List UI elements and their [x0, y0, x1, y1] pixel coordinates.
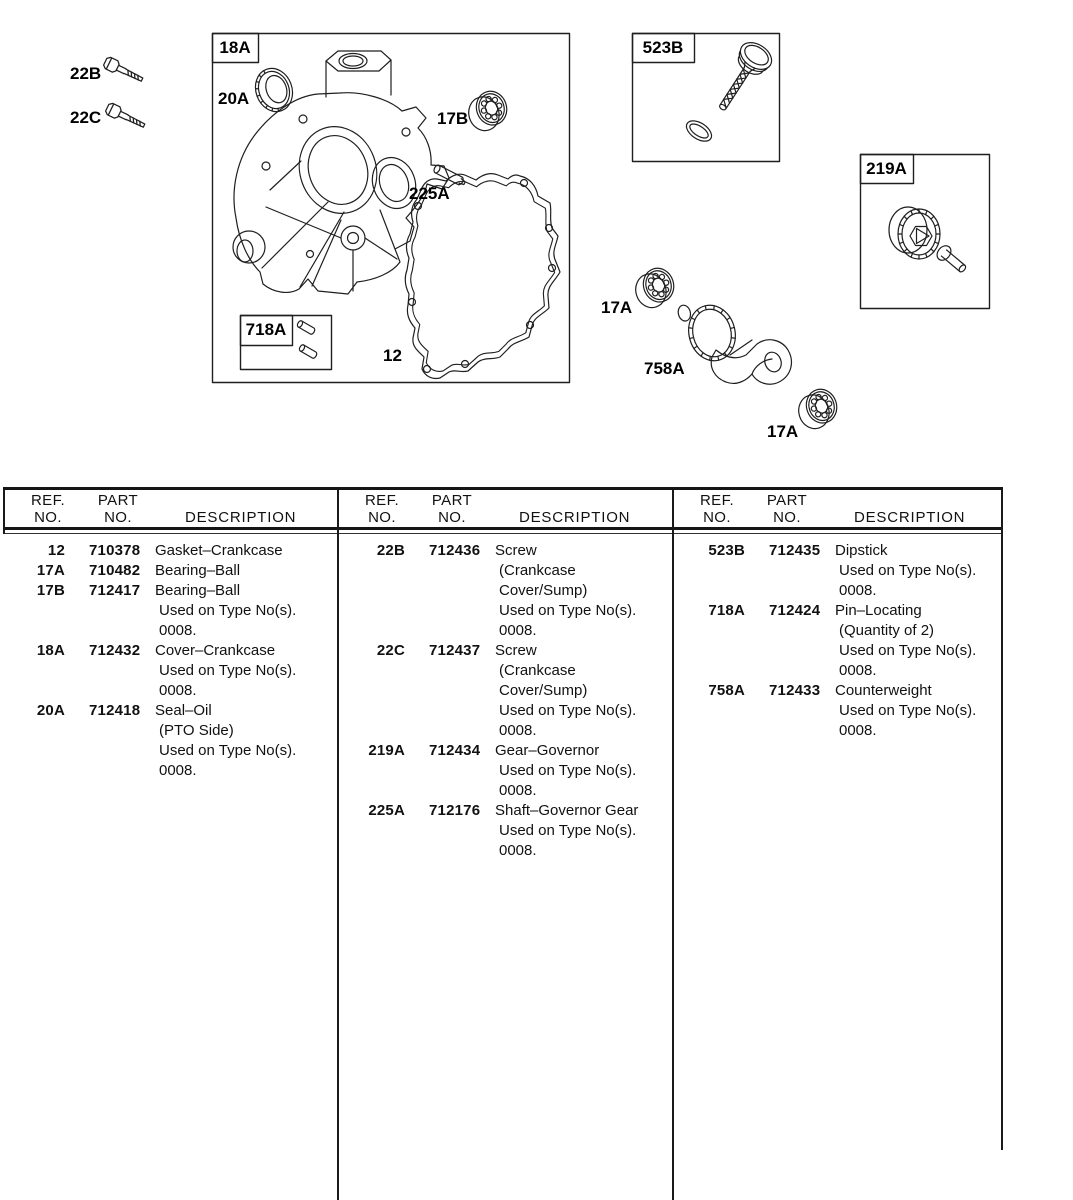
description: Counterweight [835, 682, 932, 699]
header-part: PART [431, 492, 473, 509]
part-label-22c: 22C [70, 108, 102, 127]
description: Used on Type No(s). [499, 602, 637, 619]
description: Used on Type No(s). [499, 822, 637, 839]
description: Used on Type No(s). [159, 662, 297, 679]
part-no: 712432 [89, 642, 141, 659]
header-no: NO. [773, 509, 801, 526]
header-ref: REF. [364, 492, 400, 509]
description: 0008. [839, 722, 877, 739]
table-row [3, 641, 337, 701]
part-label-17a-bottom: 17A [767, 422, 799, 441]
table-column-1 [3, 541, 337, 1200]
description: Bearing–Ball [155, 562, 241, 579]
part-no: 712417 [89, 582, 141, 599]
header-no: NO. [104, 509, 132, 526]
bearing-17a-top-drawing [630, 264, 679, 311]
description: Gasket–Crankcase [155, 542, 283, 559]
table-row [683, 601, 1003, 681]
description: Used on Type No(s). [839, 642, 977, 659]
description: Used on Type No(s). [159, 742, 297, 759]
header-column-2 [337, 490, 672, 527]
counterweight-drawing [677, 294, 792, 384]
description: Cover/Sump) [499, 582, 588, 599]
ref-no: 523B [708, 542, 745, 559]
description: (Crankcase [499, 562, 576, 579]
description: Bearing–Ball [155, 582, 241, 599]
table-row [3, 541, 337, 561]
header-description: DESCRIPTION [854, 509, 966, 526]
description: Cover–Crankcase [155, 642, 276, 659]
part-no: 710482 [89, 562, 141, 579]
table-column-2 [337, 541, 672, 1200]
part-label-523b: 523B [642, 37, 684, 57]
part-label-20a: 20A [218, 89, 250, 108]
part-label-17b: 17B [437, 109, 469, 128]
ref-no: 17A [36, 562, 65, 579]
ref-no: 17B [36, 582, 65, 599]
header-part: PART [766, 492, 808, 509]
description: Screw [495, 642, 537, 659]
gasket-drawing [405, 174, 560, 379]
part-no: 712437 [429, 642, 481, 659]
header-no: NO. [34, 509, 62, 526]
part-label-17a-top: 17A [601, 298, 633, 317]
part-label-12: 12 [383, 346, 402, 365]
description: Seal–Oil [155, 702, 212, 719]
part-no: 712434 [429, 742, 481, 759]
table-row [3, 561, 337, 581]
part-label-18a: 18A [219, 37, 251, 57]
ref-no: 22B [376, 542, 405, 559]
part-no: 712176 [429, 802, 481, 819]
header-no: NO. [703, 509, 731, 526]
part-label-758a: 758A [644, 359, 685, 378]
header-double-rule [3, 533, 1003, 534]
table-row [343, 641, 672, 741]
description: Used on Type No(s). [499, 762, 637, 779]
description: Screw [495, 542, 537, 559]
bearing-17a-bottom-drawing [793, 385, 842, 432]
description: Used on Type No(s). [839, 702, 977, 719]
description: Used on Type No(s). [499, 702, 637, 719]
part-label-219a: 219A [866, 158, 907, 178]
ref-no: 20A [36, 702, 65, 719]
locating-pins-drawing [296, 320, 317, 359]
part-label-718a: 718A [245, 320, 287, 339]
screw-22c-drawing [104, 102, 146, 131]
table-row [343, 801, 672, 861]
description: Shaft–Governor Gear [495, 802, 639, 819]
part-no: 712424 [769, 602, 821, 619]
table-border-left [3, 490, 5, 534]
oil-seal-drawing [250, 63, 299, 117]
description: Pin–Locating [835, 602, 922, 619]
description: 0008. [839, 662, 877, 679]
table-row [3, 581, 337, 641]
header-no: NO. [438, 509, 466, 526]
screw-22b-drawing [102, 56, 144, 85]
header-ref: REF. [30, 492, 66, 509]
description: Used on Type No(s). [159, 602, 297, 619]
ref-no: 718A [708, 602, 745, 619]
description: (Quantity of 2) [839, 622, 935, 639]
description: 0008. [839, 582, 877, 599]
parts-table [3, 487, 1003, 1200]
part-no: 710378 [89, 542, 141, 559]
table-row [343, 741, 672, 801]
part-label-22b: 22B [70, 64, 102, 83]
header-no: NO. [368, 509, 396, 526]
part-label-225a: 225A [409, 184, 450, 203]
dipstick-drawing [683, 37, 777, 145]
part-no: 712433 [769, 682, 821, 699]
description: (PTO Side) [159, 722, 234, 739]
governor-gear-drawing [889, 207, 969, 276]
ref-no: 225A [368, 802, 405, 819]
header-column-3 [672, 490, 1003, 527]
description: (Crankcase [499, 662, 576, 679]
ref-no: 18A [36, 642, 65, 659]
table-column-3 [672, 541, 1003, 1200]
header-description: DESCRIPTION [185, 509, 297, 526]
description: 0008. [159, 682, 197, 699]
part-no: 712436 [429, 542, 481, 559]
part-no: 712418 [89, 702, 141, 719]
description: 0008. [499, 622, 537, 639]
table-row [683, 681, 1003, 741]
exploded-parts-diagram [0, 0, 1073, 480]
description: Dipstick [835, 542, 888, 559]
header-ref: REF. [699, 492, 735, 509]
header-column-1 [3, 490, 337, 527]
table-row [3, 701, 337, 781]
description: Gear–Governor [495, 742, 600, 759]
description: Cover/Sump) [499, 682, 588, 699]
ref-no: 22C [376, 642, 405, 659]
description: 0008. [499, 722, 537, 739]
ref-no: 12 [47, 542, 65, 559]
parts-table-body [3, 541, 1003, 1200]
description: 0008. [159, 762, 197, 779]
table-row [343, 541, 672, 641]
description: Used on Type No(s). [839, 562, 977, 579]
description: 0008. [159, 622, 197, 639]
ref-no: 219A [368, 742, 405, 759]
header-part: PART [97, 492, 139, 509]
part-no: 712435 [769, 542, 821, 559]
table-row [683, 541, 1003, 601]
bearing-17b-drawing [463, 87, 512, 134]
header-description: DESCRIPTION [519, 509, 631, 526]
description: 0008. [499, 842, 537, 859]
description: 0008. [499, 782, 537, 799]
ref-no: 758A [708, 682, 745, 699]
parts-table-header [3, 490, 1003, 530]
